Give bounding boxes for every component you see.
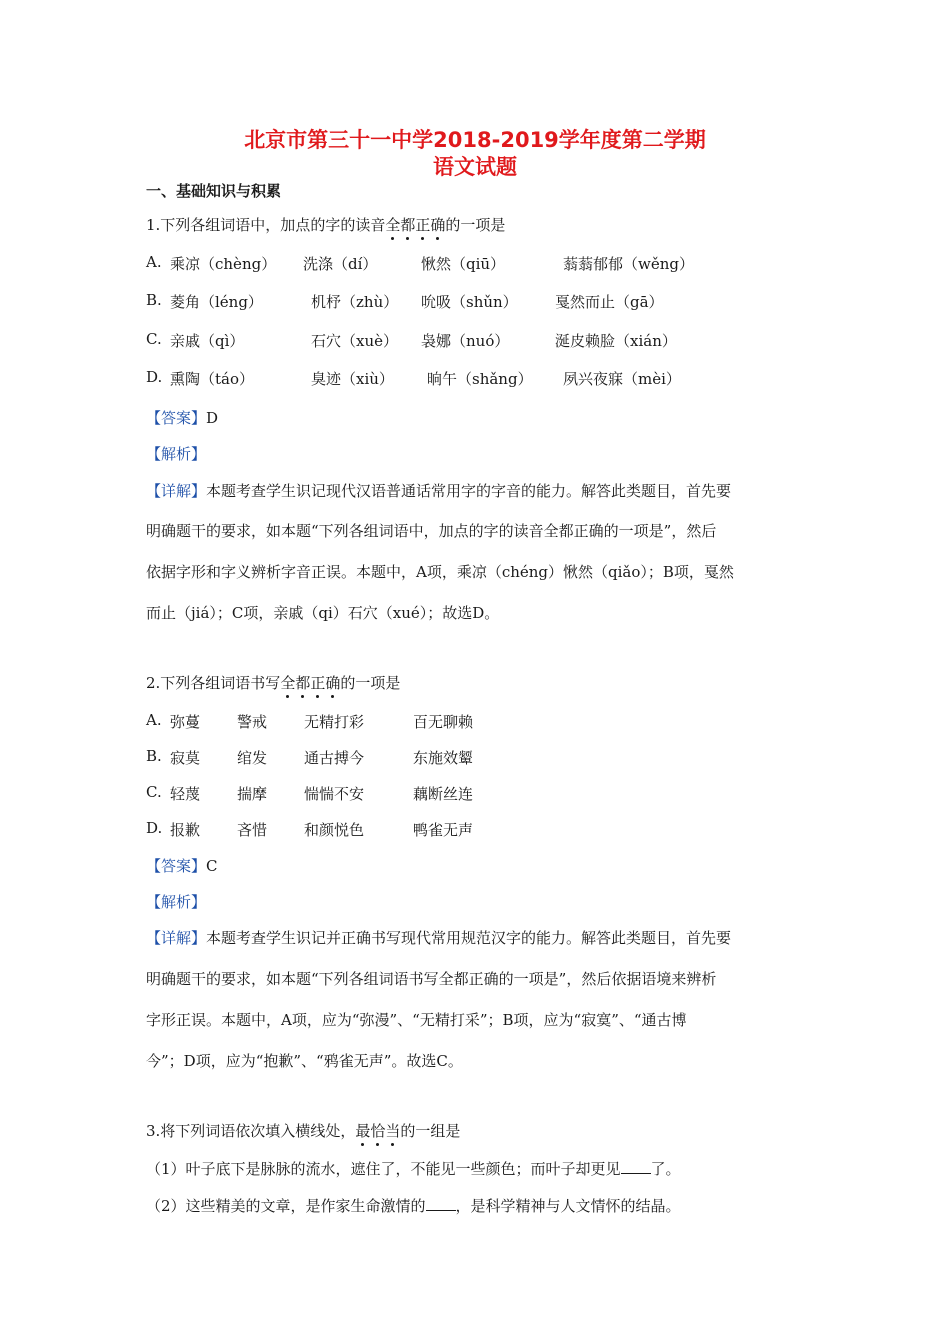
detail-line: 而止（jiá）；C项，亲戚（qi）石穴（xué）；故选D。 [146,604,500,622]
analysis-tag: 【解析】 [146,893,207,911]
option-label: D. [146,368,163,386]
option-label: C. [146,783,162,801]
option-item: 乘凉（chèng） [170,255,277,273]
answer-line [146,855,218,876]
option-item: 惴惴不安 [304,785,365,803]
answer-tag: 【答案】 [146,857,207,875]
option-item: 鸭雀无声 [413,821,474,839]
option-item: 和颜悦色 [304,821,365,839]
detail-line: 明确题干的要求，如本题“下列各组词语中，加点的字的读音全都正确的一项是”，然后 [146,522,717,540]
option-item: 石穴（xuè） [311,332,398,350]
detail-line: 字形正误。本题中，A项，应为“弥漫”、“无精打采”；B项，应为“寂寞”、“通古博 [146,1011,687,1029]
fill-blank [621,1159,651,1174]
option-label: C. [146,330,162,348]
option-item: 吝惜 [237,821,268,839]
option-item: 绾发 [237,749,268,767]
answer-value: D [206,409,219,427]
option-label: D. [146,819,163,837]
option-label: B. [146,291,162,309]
option-item: 轻蔑 [170,785,201,803]
analysis-tag: 【解析】 [146,445,207,463]
section-heading: 一、基础知识与积累 [146,182,282,200]
page-subtitle: 语文试题 [433,155,517,179]
option-label: A. [146,253,162,271]
detail-line: 【详解】本题考查学生识记现代汉语普通话常用字的字音的能力。解答此类题目，首先要 [146,482,732,500]
option-item: 揣摩 [237,785,268,803]
question-3-stem: 3.将下列词语依次填入横线处，最恰当的一组是 [146,1122,461,1140]
option-item: 通古搏今 [304,749,365,767]
option-item: 无精打彩 [304,713,365,731]
detail-line: 依据字形和字义辨析字音正误。本题中，A项，乘凉（chéng）愀然（qiǎo）；B项，戛然 [146,563,734,581]
detail-line: 明确题干的要求，如本题“下列各组词语书写全都正确的一项是”，然后依据语境来辨析 [146,970,717,988]
option-item: 弥蔓 [170,713,201,731]
sentence-2: （2）这些精美的文章，是作家生命激情的 ，是科学精神与人文情怀的结晶。 [146,1197,681,1215]
option-label: A. [146,711,162,729]
detail-line: 【详解】本题考查学生识记并正确书写现代常用规范汉字的能力。解答此类题目，首先要 [146,929,732,947]
option-item: 吮吸（shǔn） [421,293,518,311]
option-label: B. [146,747,162,765]
page-title: 北京市第三十一中学2018-2019学年度第二学期 [244,128,706,152]
option-item: 熏陶（táo） [170,370,255,388]
detail-line: 今”；D项，应为“抱歉”、“鸦雀无声”。故选C。 [146,1052,463,1070]
option-item: 蓊蓊郁郁（wěng） [563,255,694,273]
option-item: 菱角（léng） [170,293,263,311]
option-item: 报歉 [170,821,201,839]
detail-tag: 【详解】 [146,929,207,947]
fill-blank [426,1196,456,1211]
option-item: 袅娜（nuó） [421,332,510,350]
option-item: 洗涤（dí） [303,255,378,273]
option-item: 戛然而止（gā） [555,293,664,311]
option-item: 寂莫 [170,749,201,767]
option-item: 机杼（zhù） [311,293,399,311]
option-item: 晌午（shǎng） [427,370,533,388]
option-item: 愀然（qiū） [421,255,506,273]
option-item: 亲戚（qì） [170,332,245,350]
answer-tag: 【答案】 [146,409,207,427]
answer-value: C [206,857,218,875]
answer-line [146,407,218,428]
option-item: 东施效颦 [413,749,474,767]
option-item: 夙兴夜寐（mèi） [563,370,681,388]
question-2-stem: 2.下列各组词语书写全都正确的一项是 [146,674,401,692]
option-item: 藕断丝连 [413,785,474,803]
option-item: 百无聊赖 [413,713,474,731]
detail-tag: 【详解】 [146,482,207,500]
sentence-1: （1）叶子底下是脉脉的流水，遮住了，不能见一些颜色；而叶子却更见 了。 [146,1160,681,1178]
question-1-stem: 1.下列各组词语中，加点的字的读音全都正确的一项是 [146,216,506,234]
option-item: 涎皮赖脸（xián） [555,332,677,350]
option-item: 警戒 [237,713,268,731]
option-item: 臭迹（xiù） [311,370,394,388]
